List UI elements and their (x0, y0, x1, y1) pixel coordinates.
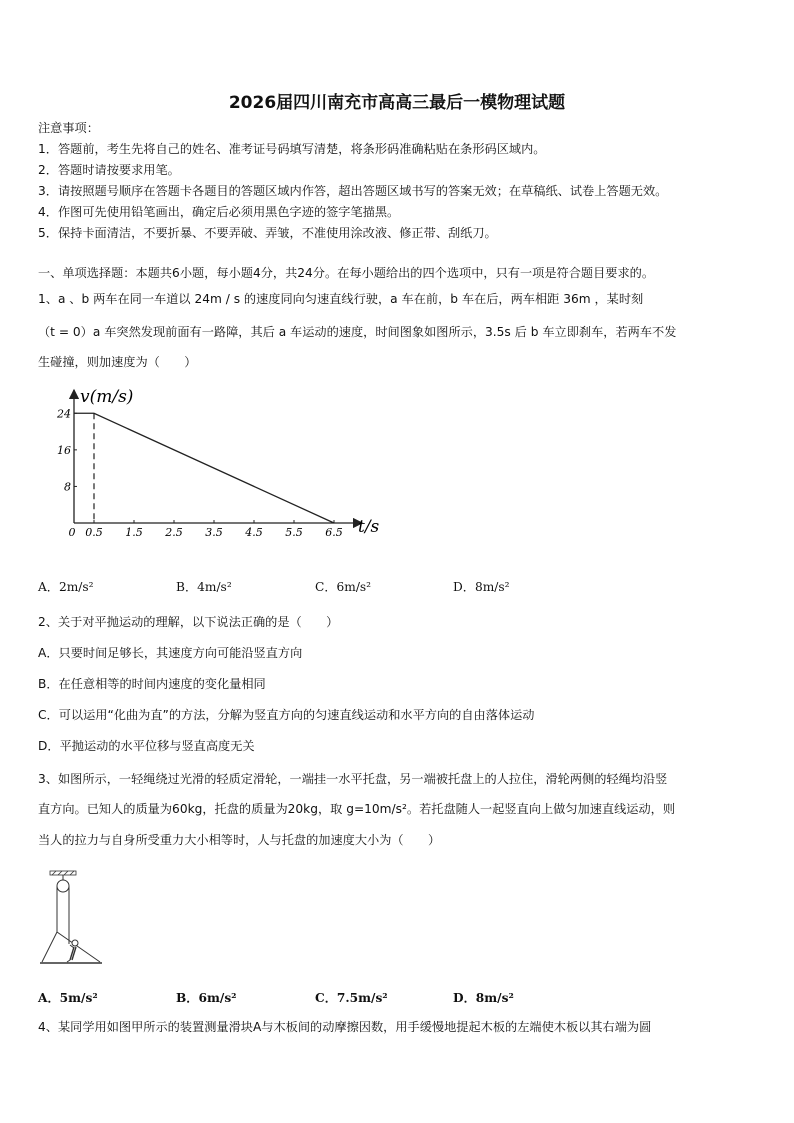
option-c: C．7.5m/s² (315, 991, 388, 1005)
velocity-series-line (74, 413, 334, 523)
question-2-stem: 2、关于对平抛运动的理解，以下说法正确的是（ ） (38, 615, 339, 629)
x-tick-label: 4.5 (245, 526, 263, 539)
option-d: D．8m/s² (453, 991, 514, 1005)
x-tick-label: 2.5 (165, 526, 183, 539)
x-tick-label: 5.5 (285, 526, 303, 539)
option-a: A．只要时间足够长，其速度方向可能沿竖直方向 (38, 646, 303, 660)
person-head (72, 940, 78, 946)
question-1-line: 生碰撞，则加速度为（ ） (38, 355, 197, 369)
notice-item: 3．请按照题号顺序在答题卡各题目的答题区域内作答，超出答题区域书写的答案无效；在草稿纸、试卷上答题无效。 (38, 184, 668, 198)
option-c: C．6m/s² (315, 580, 372, 594)
y-tick-label: 8 (64, 480, 71, 494)
x-tick-label: 6.5 (325, 526, 343, 539)
section-heading: 一、单项选择题：本题共6小题，每小题4分，共24分。在每小题给出的四个选项中，只有一项是符合题目要求的。 (38, 266, 655, 280)
option-a: A．5m/s² (38, 991, 98, 1005)
question-1-line: （t = 0）a 车突然发现前面有一路障，其后 a 车运动的速度，时间图象如图所示，3.5s 后 b 车立即刹车，若两车不发 (38, 325, 677, 339)
notice-item: 2．答题时请按要求用笔。 (38, 163, 180, 177)
question-1-line: 1、a 、b 两车在同一车道以 24m / s 的速度同向匀速直线行驶，a 车在前，b 车在后，两车相距 36m ，某时刻 (38, 292, 644, 306)
x-tick-label: 0 (68, 526, 76, 539)
option-d: D．平抛运动的水平位移与竖直高度无关 (38, 739, 255, 753)
y-tick-label: 24 (57, 407, 71, 421)
option-c: C．可以运用“化曲为直”的方法，分解为竖直方向的匀速直线运动和水平方向的自由落体运动 (38, 708, 535, 722)
x-axis-label: t/s (358, 517, 380, 537)
option-b: B．4m/s² (176, 580, 232, 594)
option-a: A．2m/s² (38, 580, 94, 594)
notice-heading: 注意事项： (38, 121, 99, 135)
y-tick-label: 16 (57, 443, 71, 457)
question-3-line: 直方向。已知人的质量为60kg，托盘的质量为20kg，取 g=10m/s²。若托盘随人一起竖直向上做匀加速直线运动，则 (38, 802, 676, 816)
x-tick-label: 3.5 (205, 526, 223, 539)
question-3-line: 当人的拉力与自身所受重力大小相等时，人与托盘的加速度大小为（ ） (38, 833, 441, 847)
option-b: B．在任意相等的时间内速度的变化量相同 (38, 677, 266, 691)
pulley-wheel (57, 880, 69, 892)
velocity-time-chart (50, 380, 410, 545)
option-d: D．8m/s² (453, 580, 510, 594)
question-3-line: 3、如图所示，一轻绳绕过光滑的轻质定滑轮，一端挂一水平托盘，另一端被托盘上的人拉住，滑轮两侧的轻绳均沿竖 (38, 772, 668, 786)
pulley-diagram (38, 868, 104, 970)
page-title: 2026届四川南充市高高三最后一模物理试题 (228, 93, 566, 113)
x-tick-label: 1.5 (125, 526, 143, 539)
notice-item: 1．答题前，考生先将自己的姓名、准考证号码填写清楚，将条形码准确粘贴在条形码区域内。 (38, 142, 546, 156)
notice-item: 4．作图可先使用铅笔画出，确定后必须用黑色字迹的签字笔描黑。 (38, 205, 400, 219)
y-axis-label: v(m/s) (80, 387, 134, 407)
notice-item: 5．保持卡面清洁，不要折暴、不要弄破、弄皱，不准使用涂改液、修正带、刮纸刀。 (38, 226, 497, 240)
question-4-line: 4、某同学用如图甲所示的装置测量滑块A与木板间的动摩擦因数，用手缓慢地提起木板的左端使木板以其右端为圆 (38, 1020, 652, 1034)
x-tick-label: 0.5 (85, 526, 103, 539)
option-b: B．6m/s² (176, 991, 237, 1005)
